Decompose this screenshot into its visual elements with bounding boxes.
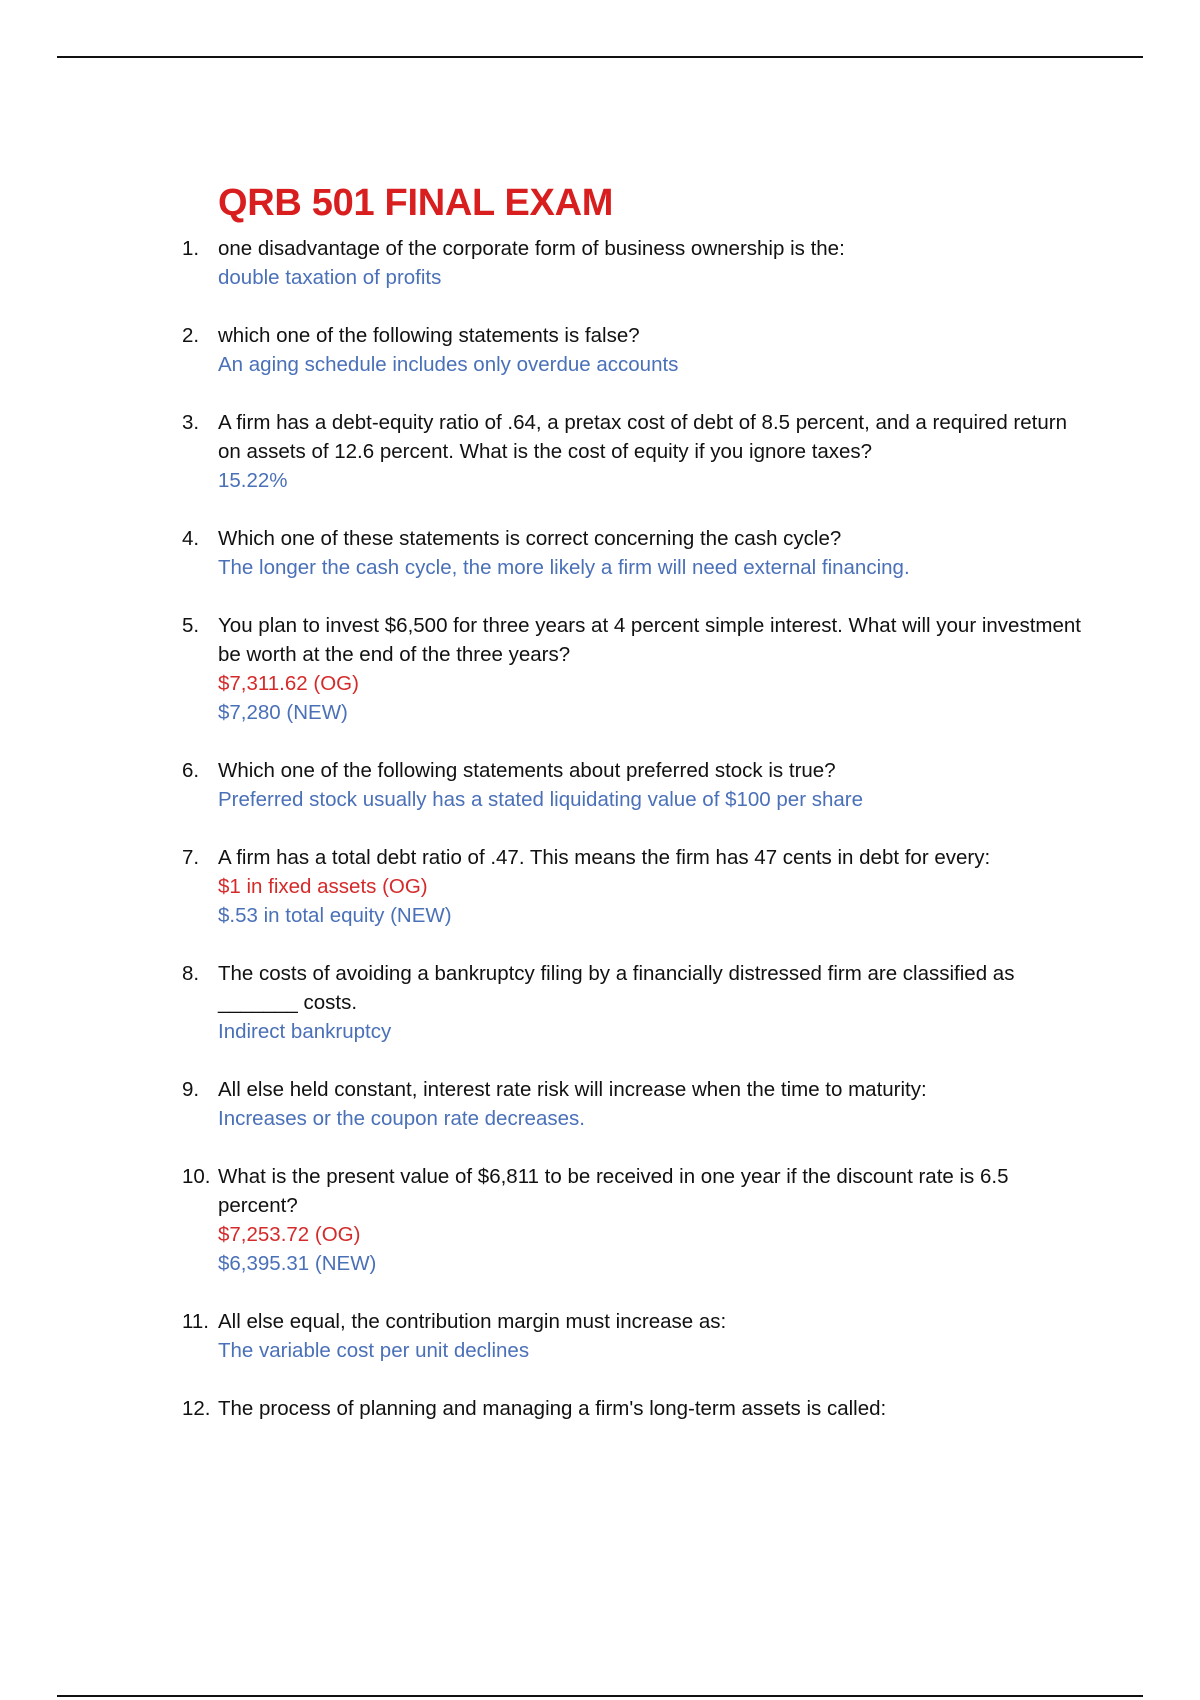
answer-text: Preferred stock usually has a stated liquidating value of $100 per share: [218, 788, 863, 811]
answer-old: $7,253.72 (OG): [218, 1223, 361, 1246]
answer-text: The variable cost per unit declines: [218, 1339, 530, 1362]
question-text: one disadvantage of the corporate form of business ownership is the:: [218, 237, 845, 260]
question-text: Which one of the following statements about preferred stock is true?: [218, 759, 836, 782]
question-item: [182, 524, 1082, 582]
question-number: 3.: [182, 411, 200, 434]
answer-text: Indirect bankruptcy: [218, 1020, 392, 1043]
question-text: All else held constant, interest rate risk will increase when the time to maturity:: [218, 1078, 927, 1101]
question-text: You plan to invest $6,500 for three years at 4 percent simple interest. What will your investment be worth at the end of the three years?: [218, 614, 1081, 666]
answer-text: An aging schedule includes only overdue accounts: [218, 353, 679, 376]
answer-text: 15.22%: [218, 469, 288, 492]
answer-text: $6,395.31 (NEW): [218, 1252, 377, 1275]
question-number: 12.: [182, 1397, 211, 1420]
question-item: [182, 408, 1082, 495]
bottom-rule: [57, 1695, 1143, 1697]
question-text: The process of planning and managing a firm's long-term assets is called:: [218, 1397, 887, 1420]
answer-text: $7,280 (NEW): [218, 701, 348, 724]
question-text: A firm has a total debt ratio of .47. This means the firm has 47 cents in debt for every:: [218, 846, 991, 869]
question-number: 10.: [182, 1165, 211, 1188]
question-text: All else equal, the contribution margin must increase as:: [218, 1310, 727, 1333]
answer-text: double taxation of profits: [218, 266, 442, 289]
question-text: which one of the following statements is false?: [218, 324, 640, 347]
answer-text: $.53 in total equity (NEW): [218, 904, 452, 927]
question-item: [182, 756, 1082, 814]
question-text: What is the present value of $6,811 to be received in one year if the discount rate is 6.5 percent?: [218, 1165, 1009, 1217]
answer-text: Increases or the coupon rate decreases.: [218, 1107, 585, 1130]
question-item: [182, 611, 1082, 727]
answer-old: $1 in fixed assets (OG): [218, 875, 428, 898]
question-number: 2.: [182, 324, 200, 347]
question-item: [182, 1075, 1082, 1133]
top-rule: [57, 56, 1143, 58]
question-item: [182, 234, 1082, 292]
question-text: The costs of avoiding a bankruptcy filing by a financially distressed firm are classified as _______ costs.: [218, 962, 1015, 1014]
answer-old: $7,311.62 (OG): [218, 672, 359, 695]
question-item: [182, 1307, 1082, 1365]
question-item: [182, 959, 1082, 1046]
question-number: 7.: [182, 846, 200, 869]
question-number: 1.: [182, 237, 200, 260]
question-text: Which one of these statements is correct concerning the cash cycle?: [218, 527, 842, 550]
question-number: 8.: [182, 962, 200, 985]
question-item: [182, 1394, 1082, 1423]
question-number: 4.: [182, 527, 200, 550]
question-item: [182, 1162, 1082, 1278]
question-number: 5.: [182, 614, 200, 637]
question-item: [182, 321, 1082, 379]
question-number: 6.: [182, 759, 200, 782]
question-number: 9.: [182, 1078, 200, 1101]
question-text: A firm has a debt-equity ratio of .64, a pretax cost of debt of 8.5 percent, and a required return on assets of 12.6 percent. What is the cost of equity if you ignore taxes?: [218, 411, 1067, 463]
answer-text: The longer the cash cycle, the more likely a firm will need external financing.: [218, 556, 910, 579]
question-item: [182, 843, 1082, 930]
question-list: [182, 234, 1082, 1423]
exam-content: [182, 180, 1082, 1423]
question-number: 11.: [182, 1310, 209, 1333]
page-title: QRB 501 FINAL EXAM: [218, 182, 614, 224]
